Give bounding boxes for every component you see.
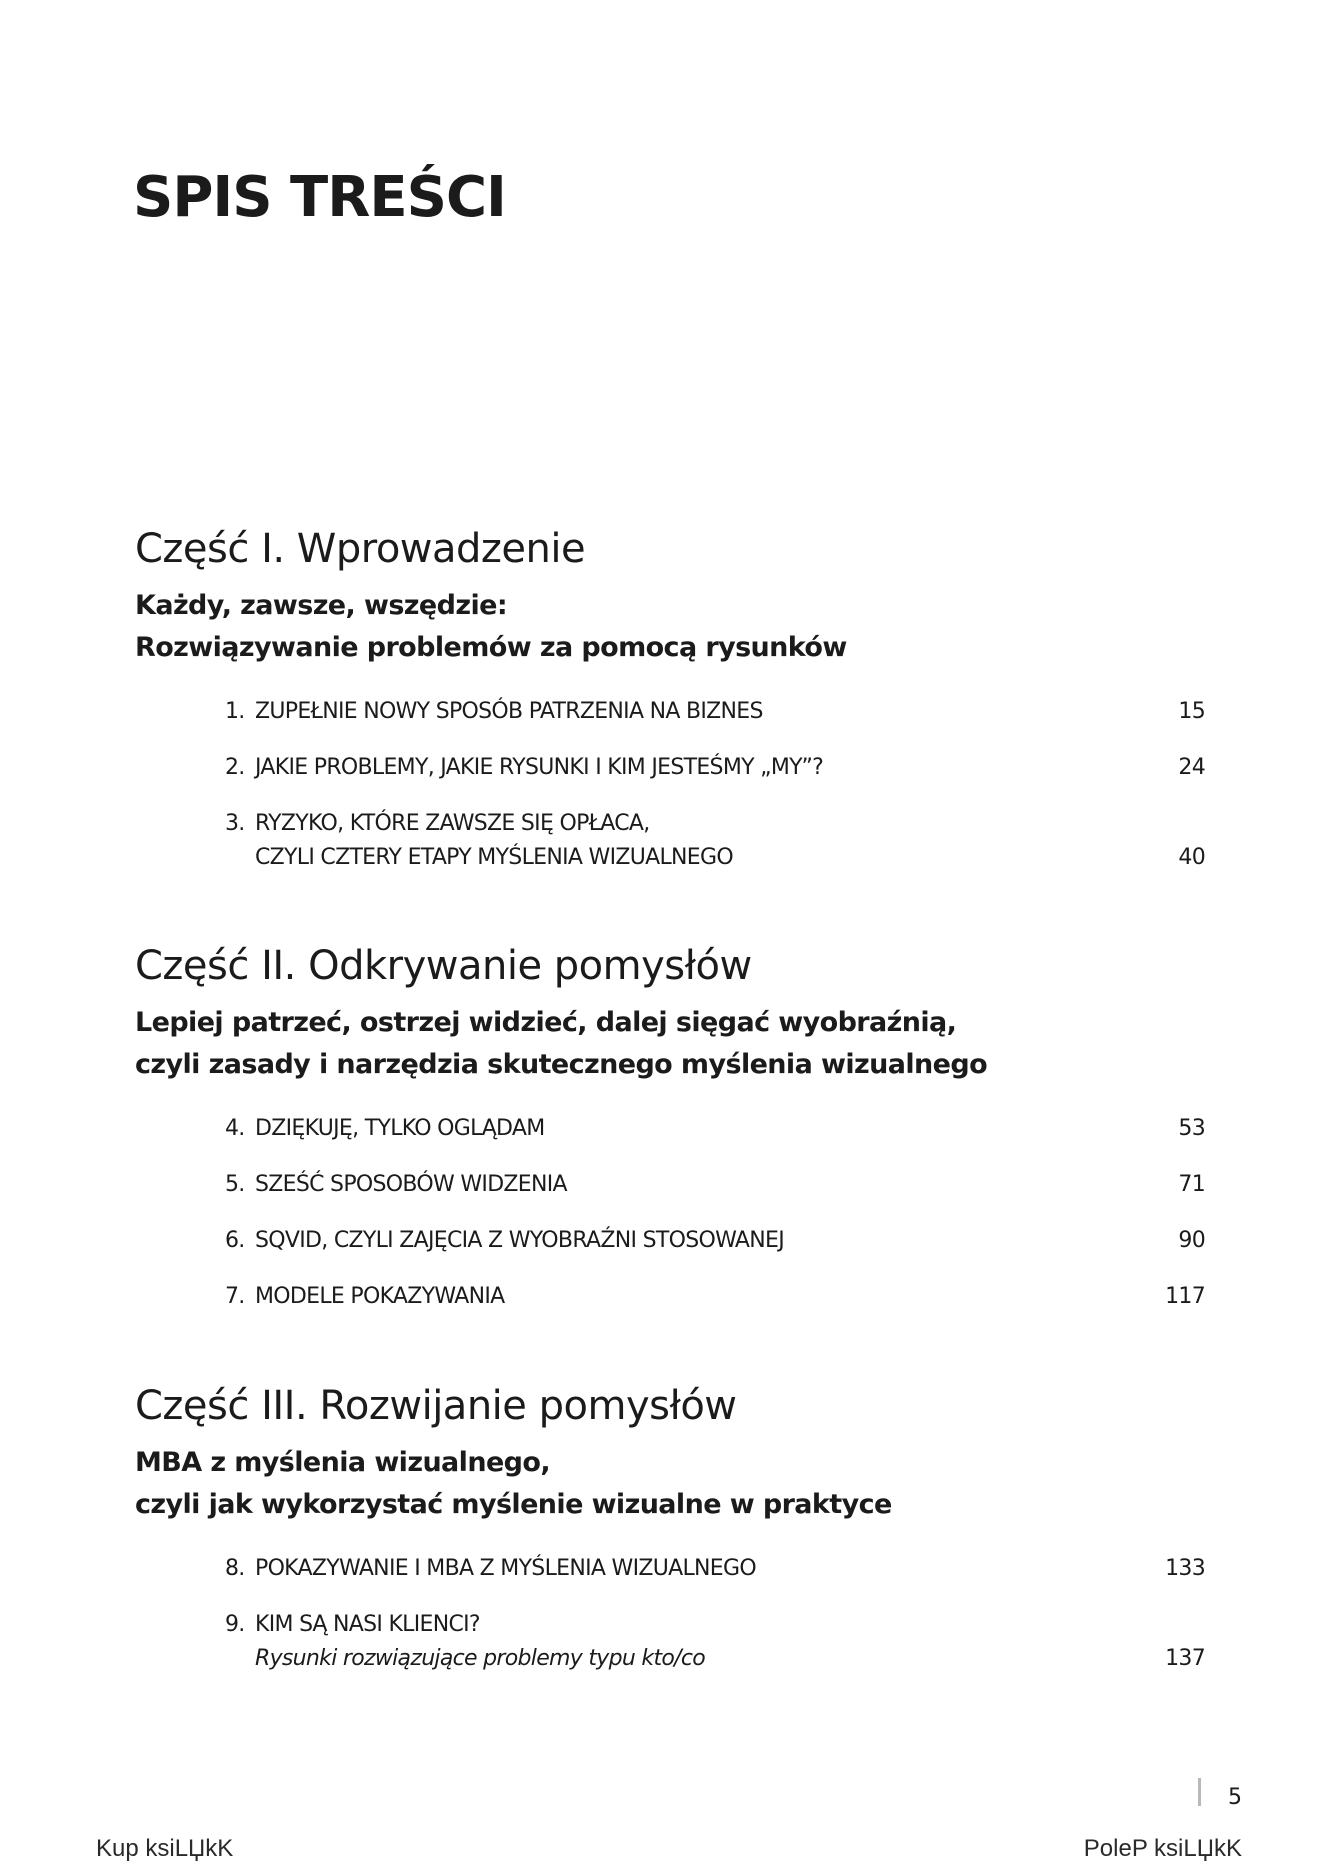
chapter-title xyxy=(255,751,1125,785)
chapter-title-line: KIM SĄ NASI KLIENCI? xyxy=(255,1612,480,1637)
page-marker-bar xyxy=(1198,1778,1201,1806)
chapter-entry[interactable] xyxy=(135,751,1205,785)
chapter-list xyxy=(135,1112,1205,1314)
chapter-number: 2. xyxy=(225,755,245,780)
chapter-title-line: MODELE POKAZYWANIA xyxy=(255,1284,505,1309)
chapter-page-number: 24 xyxy=(1178,755,1205,780)
chapter-page-number: 53 xyxy=(1178,1116,1205,1141)
part-subtitle xyxy=(135,1002,1205,1086)
part-2 xyxy=(135,942,1205,1336)
chapter-number: 5. xyxy=(225,1172,245,1197)
chapter-entry[interactable] xyxy=(135,695,1205,729)
chapter-title-line: SZEŚĆ SPOSOBÓW WIDZENIA xyxy=(255,1172,567,1197)
chapter-page-number: 40 xyxy=(1178,845,1205,870)
part-3 xyxy=(135,1382,1205,1698)
chapter-title xyxy=(255,1608,1125,1676)
part-subtitle xyxy=(135,1442,1205,1526)
part-1 xyxy=(135,525,1205,897)
chapter-title-line: ZUPEŁNIE NOWY SPOSÓB PATRZENIA NA BIZNES xyxy=(255,699,763,724)
chapter-page-number: 137 xyxy=(1165,1646,1205,1671)
chapter-number: 4. xyxy=(225,1116,245,1141)
part-subtitle-line: Każdy, zawsze, wszędzie: xyxy=(135,590,508,621)
part-subtitle-line: MBA z myślenia wizualnego, xyxy=(135,1447,551,1478)
part-title: Część II. Odkrywanie pomysłów xyxy=(135,943,752,989)
footer-recommend-book-link[interactable]: PoleP ksiLЏkK xyxy=(1083,1835,1242,1862)
chapter-list xyxy=(135,695,1205,875)
chapter-page-number: 133 xyxy=(1165,1556,1205,1581)
chapter-title-line: POKAZYWANIE I MBA Z MYŚLENIA WIZUALNEGO xyxy=(255,1556,756,1581)
part-subtitle-line: czyli jak wykorzystać myślenie wizualne w praktyce xyxy=(135,1489,892,1520)
chapter-title xyxy=(255,1168,1125,1202)
chapter-entry[interactable] xyxy=(135,1552,1205,1586)
chapter-entry[interactable] xyxy=(135,1280,1205,1314)
page-title: SPIS TREŚCI xyxy=(133,165,506,230)
chapter-entry[interactable] xyxy=(135,1168,1205,1202)
part-subtitle-line: Rozwiązywanie problemów za pomocą rysunków xyxy=(135,632,847,663)
chapter-page-number: 90 xyxy=(1178,1228,1205,1253)
page-number: 5 xyxy=(1228,1785,1242,1810)
part-title: Część I. Wprowadzenie xyxy=(135,526,586,572)
footer-buy-book-link[interactable]: Kup ksiLЏkK xyxy=(96,1835,234,1862)
chapter-title xyxy=(255,695,1125,729)
chapter-title xyxy=(255,1280,1125,1314)
chapter-title-line: DZIĘKUJĘ, TYLKO OGLĄDAM xyxy=(255,1116,545,1141)
part-subtitle-line: czyli zasady i narzędzia skutecznego myślenia wizualnego xyxy=(135,1049,988,1080)
chapter-number: 9. xyxy=(225,1612,245,1637)
chapter-number: 6. xyxy=(225,1228,245,1253)
chapter-entry[interactable] xyxy=(135,807,1205,875)
part-subtitle xyxy=(135,585,1205,669)
chapter-title-line: RYZYKO, KTÓRE ZAWSZE SIĘ OPŁACA, xyxy=(255,811,650,836)
chapter-entry[interactable] xyxy=(135,1608,1205,1676)
chapter-page-number: 15 xyxy=(1178,699,1205,724)
chapter-number: 1. xyxy=(225,699,245,724)
chapter-title xyxy=(255,1552,1125,1586)
chapter-number: 3. xyxy=(225,811,245,836)
chapter-title xyxy=(255,1224,1125,1258)
chapter-page-number: 117 xyxy=(1165,1284,1205,1309)
chapter-entry[interactable] xyxy=(135,1112,1205,1146)
chapter-subtitle-line: Rysunki rozwiązujące problemy typu kto/co xyxy=(255,1646,706,1671)
chapter-entry[interactable] xyxy=(135,1224,1205,1258)
chapter-number: 7. xyxy=(225,1284,245,1309)
chapter-title xyxy=(255,1112,1125,1146)
chapter-page-number: 71 xyxy=(1178,1172,1205,1197)
part-title: Część III. Rozwijanie pomysłów xyxy=(135,1383,737,1429)
chapter-title-line: SQVID, CZYLI ZAJĘCIA Z WYOBRAŹNI STOSOWANEJ xyxy=(255,1228,785,1253)
chapter-title xyxy=(255,807,1125,875)
chapter-list xyxy=(135,1552,1205,1676)
chapter-number: 8. xyxy=(225,1556,245,1581)
chapter-title-line: CZYLI CZTERY ETAPY MYŚLENIA WIZUALNEGO xyxy=(255,845,733,870)
chapter-title-line: JAKIE PROBLEMY, JAKIE RYSUNKI I KIM JESTEŚMY „MY”? xyxy=(255,755,824,780)
part-subtitle-line: Lepiej patrzeć, ostrzej widzieć, dalej sięgać wyobraźnią, xyxy=(135,1007,957,1038)
